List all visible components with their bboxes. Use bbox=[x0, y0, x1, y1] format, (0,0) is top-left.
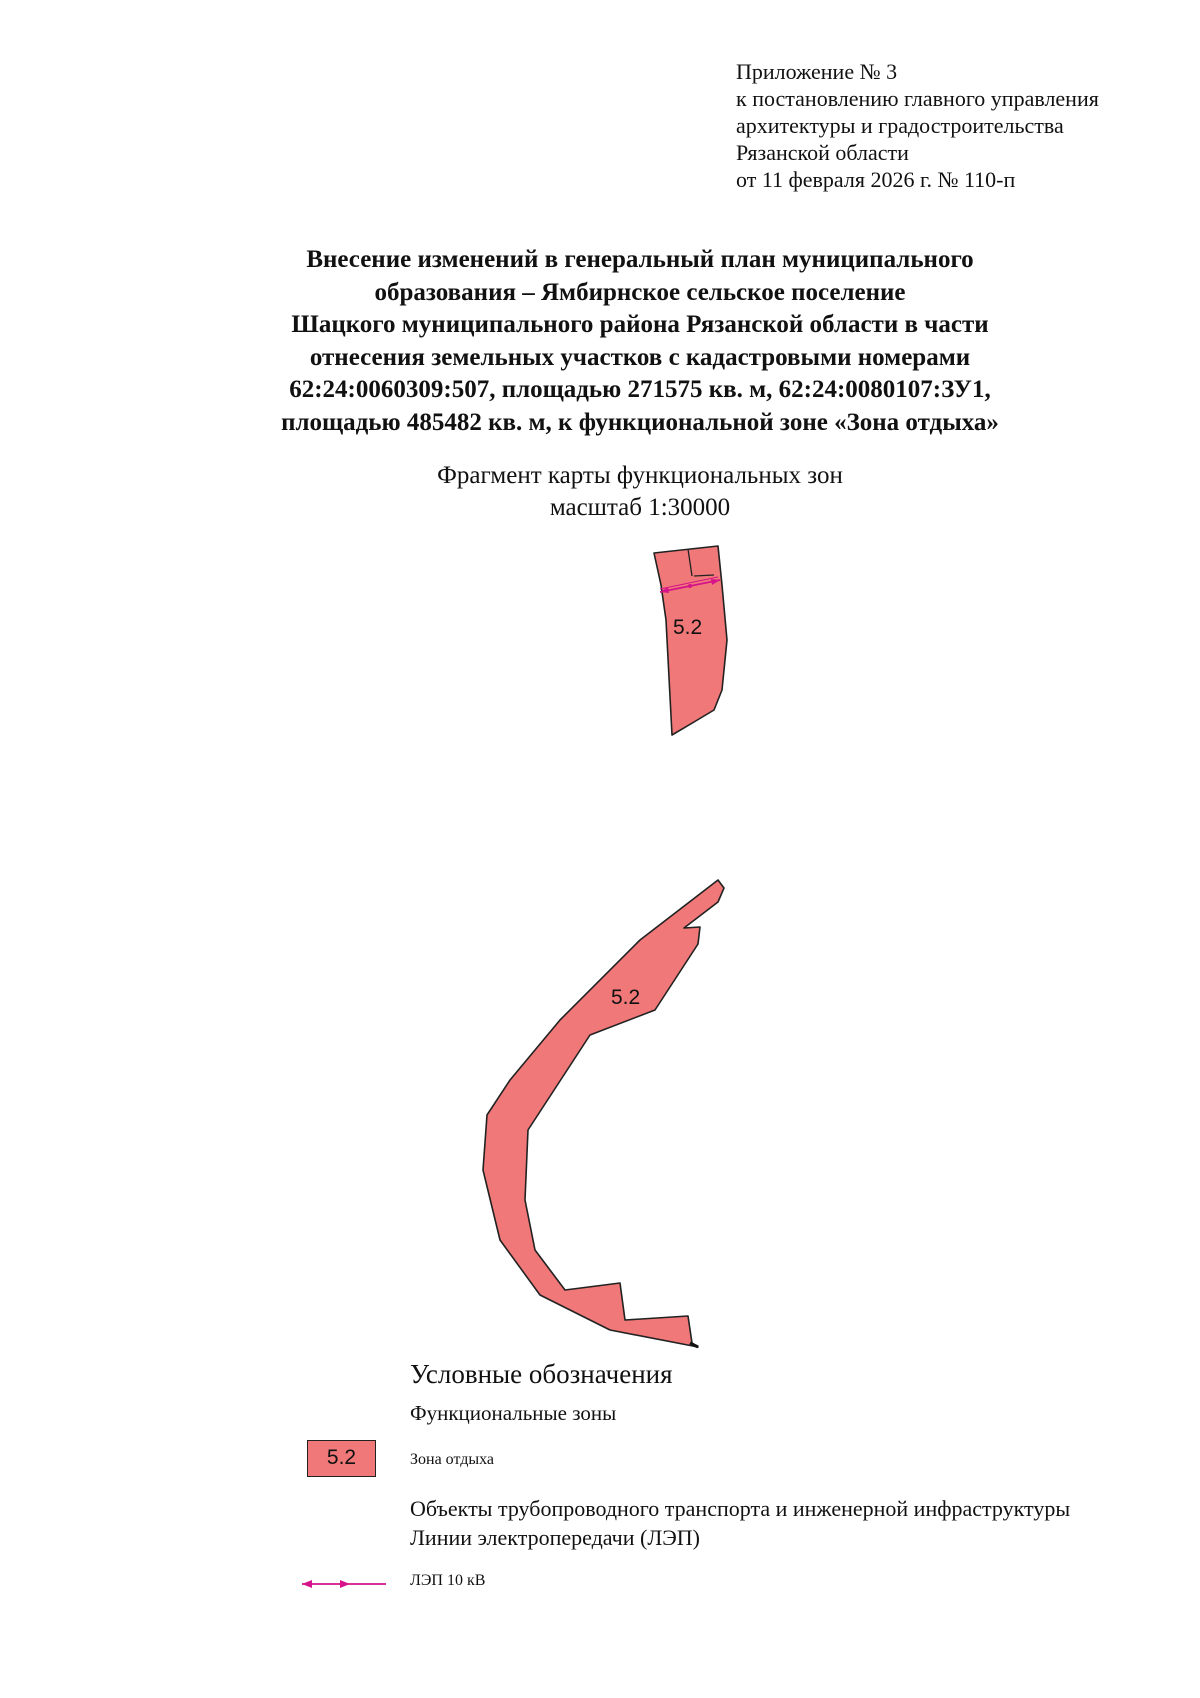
appendix-line: Рязанской области bbox=[736, 140, 909, 165]
legend-functional-zones: Функциональные зоны bbox=[410, 1401, 617, 1425]
legend-power-lines-heading: Линии электропередачи (ЛЭП) bbox=[410, 1525, 700, 1550]
title-line: образования – Ямбирнское сельское поселение bbox=[374, 278, 906, 306]
appendix-line: архитектуры и градостроительства bbox=[736, 113, 1064, 138]
map-scale: масштаб 1:30000 bbox=[549, 494, 731, 521]
legend-power-line-label: ЛЭП 10 кВ bbox=[410, 1572, 486, 1589]
title-line: 62:24:0060309:507, площадью 271575 кв. м, 62:24:0080107:ЗУ1, bbox=[289, 376, 991, 404]
legend-power-line-symbol bbox=[300, 1572, 390, 1596]
legend-infrastructure bbox=[410, 1494, 1070, 1552]
title-line: Внесение изменений в генеральный план муниципального bbox=[306, 246, 974, 273]
appendix-line: Приложение № 3 bbox=[736, 59, 898, 84]
title-line: площадью 485482 кв. м, к функциональной зоне «Зона отдыха» bbox=[281, 408, 999, 436]
zone-label-south: 5.2 bbox=[611, 986, 641, 1009]
zone-polygon-south bbox=[483, 880, 724, 1347]
map-caption-text: Фрагмент карты функциональных зон bbox=[437, 462, 843, 489]
appendix-line: от 11 февраля 2026 г. № 110-п bbox=[736, 167, 1016, 192]
legend-title: Условные обозначения bbox=[410, 1359, 673, 1389]
zone-polygon-north bbox=[654, 546, 727, 735]
title-line: Шацкого муниципального района Рязанской области в части bbox=[291, 311, 989, 339]
legend-infrastructure-line: Объекты трубопроводного транспорта и инженерной инфраструктуры bbox=[410, 1496, 1071, 1521]
title-line: отнесения земельных участков с кадастровыми номерами bbox=[309, 343, 971, 371]
zone-label-north: 5.2 bbox=[673, 616, 703, 639]
legend-zone-swatch: 5.2 bbox=[307, 1440, 376, 1477]
appendix-line: к постановлению главного управления bbox=[736, 86, 1099, 111]
legend-zone-label: Зона отдыха bbox=[410, 1451, 495, 1468]
